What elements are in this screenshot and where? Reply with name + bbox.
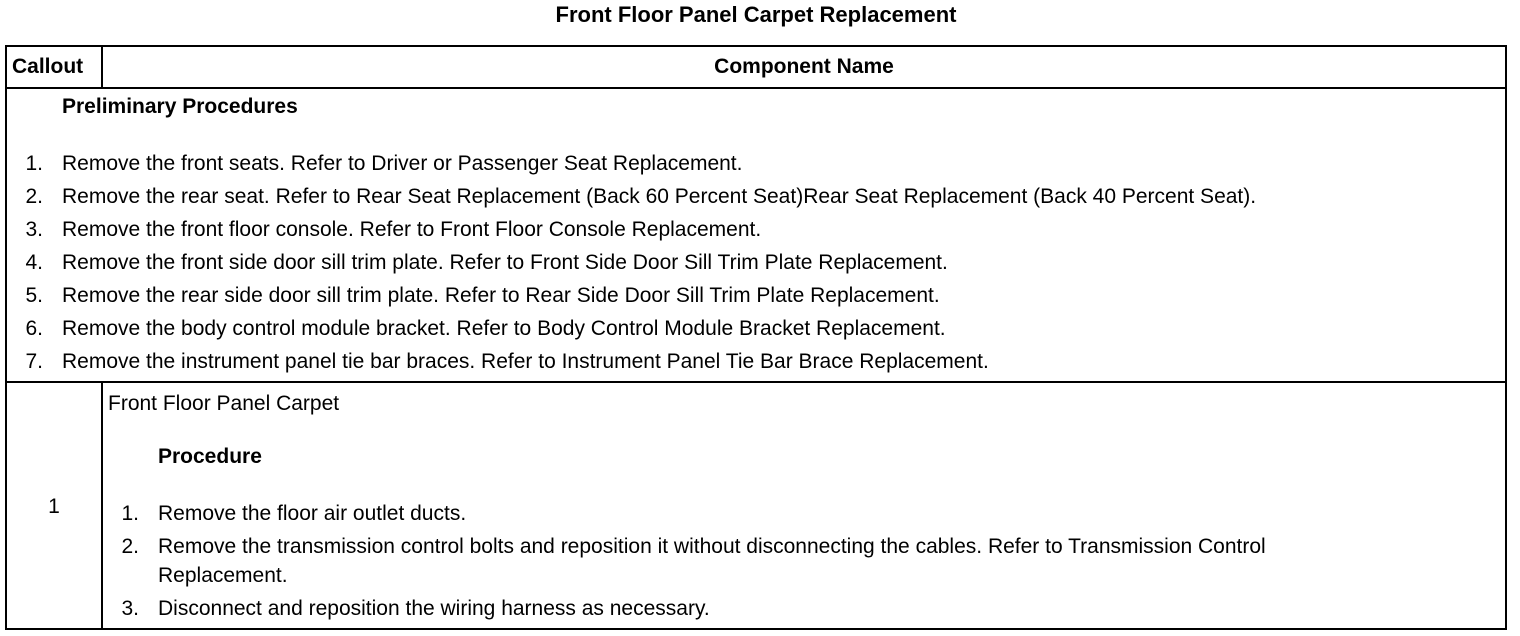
row-column-divider [101, 381, 103, 630]
header-callout: Callout [12, 55, 84, 78]
row-divider [7, 381, 1505, 383]
component-name: Front Floor Panel Carpet [108, 392, 340, 415]
header-component-name: Component Name [714, 55, 894, 78]
preliminary-heading: Preliminary Procedures [62, 95, 298, 118]
page-title: Front Floor Panel Carpet Replacement [555, 2, 957, 27]
procedure-heading: Procedure [158, 445, 262, 468]
header-row-divider [7, 87, 1505, 89]
callout-number: 1 [48, 495, 60, 518]
component-table: Callout Component Name Preliminary Procedures 1. Remove the front seats. Refer to Driver or Passenger Seat Replacement. 2. Remove the rear seat. Refer to Rear Seat Replacement (Back 60 Percent Seat)Rear Seat Replacement (Back 40 Percent Seat). 3. Remove the front floor console. Refer to Front Floor Console Replacement. 4. Remove the front side door sill trim plate. Refer to Front Side Door Sill Trim Plate Replacement. 5. Remove the rear side door sill trim plate. Refer to Rear Side Door Sill Trim Plate Replacement. 6. Remove the body control module bracket. Refer to Body Control Module Bracket Replacement. 7. Remove the instrument panel tie bar braces. Refer to Instrument Panel Tie Bar Brace Replacement. 1 Front Floor Panel Carpet Procedure 1. Remove the floor air outlet ducts. 2. Remove the transmission control bolts and reposition it without disconnecting the cables. Refer to Transmission Control Replacement. 3. Disconnect and reposition the wiring harness as necessary. [5, 45, 1507, 630]
